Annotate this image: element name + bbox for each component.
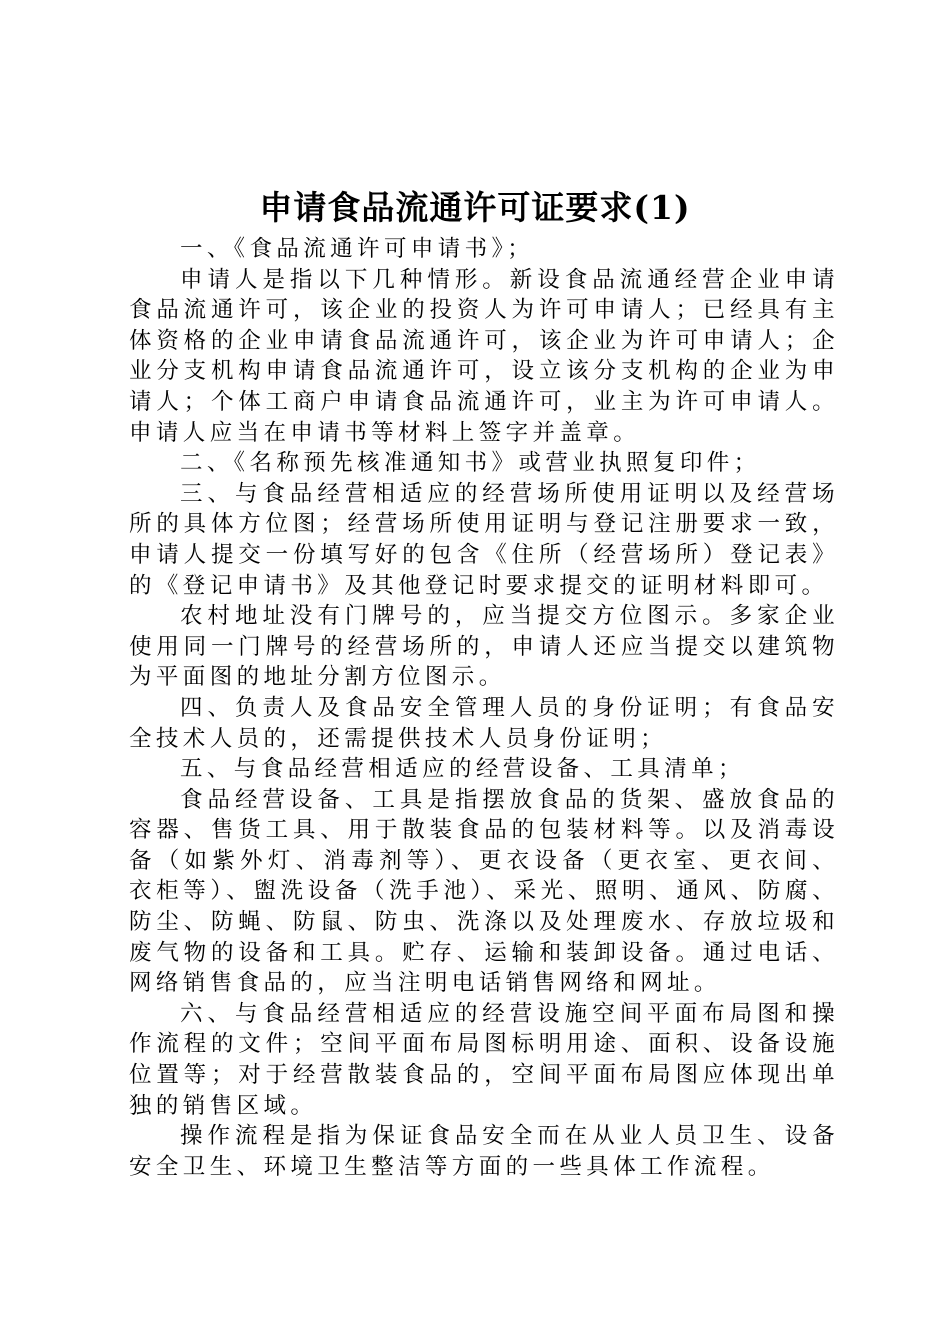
paragraph-rural-address: 农村地址没有门牌号的，应当提交方位图示。多家企业使用同一门牌号的经营场所的，申请人还应当提交以建筑物为平面图的地址分割方位图示。 (129, 603, 839, 691)
paragraph-operation-process: 操作流程是指为保证食品安全而在从业人员卫生、设备安全卫生、环境卫生整洁等方面的一些具体工作流程。 (129, 1123, 839, 1180)
paragraph-premises-proof: 三、与食品经营相适应的经营场所使用证明以及经营场所的具体方位图；经营场所使用证明与登记注册要求一致，申请人提交一份填写好的包含《住所（经营场所）登记表》的《登记申请书》及其他登记时要求提交的证明材料即可。 (129, 480, 839, 599)
paragraph-layout-plan: 六、与食品经营相适应的经营设施空间平面布局图和操作流程的文件；空间平面布局图标明用途、面积、设备设施位置等；对于经营散装食品的，空间平面布局图应体现出单独的销售区域。 (129, 1000, 839, 1119)
paragraph-equipment-list: 五、与食品经营相适应的经营设备、工具清单； (180, 756, 745, 783)
document-title: 申请食品流通许可证要求(1) (259, 188, 691, 227)
paragraph-identity-proof: 四、负责人及食品安全管理人员的身份证明；有食品安全技术人员的，还需提供技术人员身份证明； (129, 694, 839, 752)
paragraph-name-approval: 二、《名称预先核准通知书》或营业执照复印件； (180, 450, 761, 477)
paragraph-application-form: 一、《食品流通许可申请书》； (180, 236, 535, 262)
paragraph-equipment-definition: 食品经营设备、工具是指摆放食品的货架、盛放食品的容器、售货工具、用于散装食品的包装材料等。以及消毒设备（如紫外灯、消毒剂等）、更衣设备（更衣室、更衣间、衣柜等）、盥洗设备（洗手池）、采光、照明、通风、防腐、防尘、防蝇、防鼠、防虫、洗涤以及处理废水、存放垃圾和废气物的设备和工具。贮存、运输和装卸设备。通过电话、网络销售食品的，应当注明电话销售网络和网址。 (129, 786, 839, 997)
paragraph-applicant-definition: 申请人是指以下几种情形。新设食品流通经营企业申请食品流通许可，该企业的投资人为许可申请人；已经具有主体资格的企业申请食品流通许可，该企业为许可申请人；企业分支机构申请食品流通许可，设立该分支机构的企业为申请人；个体工商户申请食品流通许可，业主为许可申请人。申请人应当在申请书等材料上签字并盖章。 (129, 266, 839, 446)
document-body (129, 234, 839, 1182)
